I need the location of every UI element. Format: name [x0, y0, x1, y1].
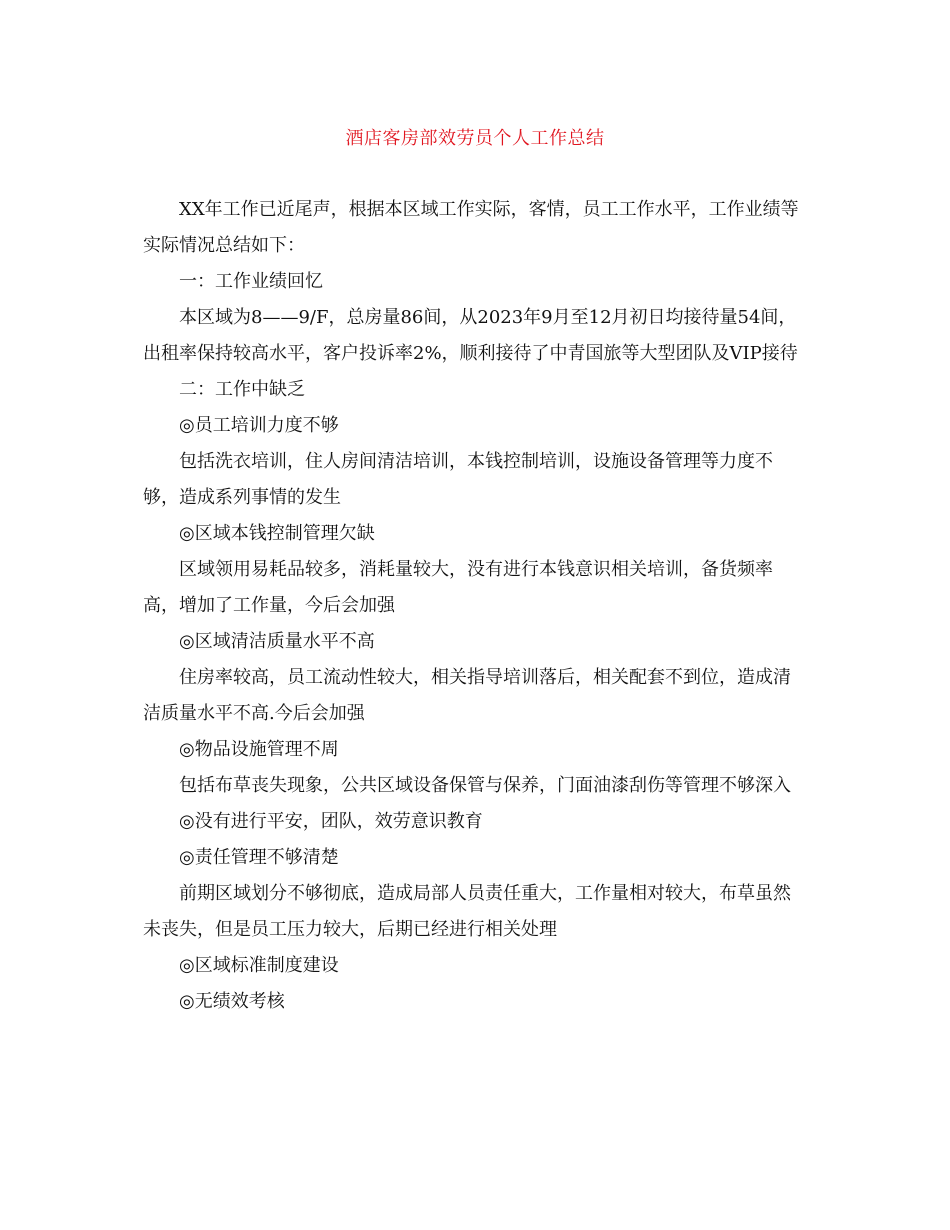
section-heading-shortcomings: 二：工作中缺乏 [179, 379, 305, 400]
paragraph-training: 包括洗衣培训，住人房间清洁培训，本钱控制培训，设施设备管理等力度不够，造成系列事情的发生 [143, 451, 773, 508]
document-body [143, 192, 803, 1020]
paragraph-facility-management: 包括布草丧失现象，公共区域设备保管与保养，门面油漆刮伤等管理不够深入 [179, 775, 791, 796]
paragraph-cleaning-quality: 住房率较高，员工流动性较大，相关指导培训落后，相关配套不到位，造成清洁质量水平不高.今后会加强 [143, 667, 791, 724]
bullet-heading-facility-management: ◎物品设施管理不周 [179, 739, 339, 760]
document-title: 酒店客房部效劳员个人工作总结 [345, 128, 605, 149]
bullet-heading-cleaning-quality: ◎区域清洁质量水平不高 [179, 631, 375, 652]
paragraph-intro: XX年工作已近尾声，根据本区域工作实际，客情，员工工作水平，工作业绩等实际情况总结如下： [143, 199, 799, 256]
bullet-heading-standards: ◎区域标准制度建设 [179, 955, 339, 976]
bullet-heading-performance-review: ◎无绩效考核 [179, 991, 285, 1012]
section-heading-performance: 一：工作业绩回忆 [179, 271, 323, 292]
bullet-heading-responsibility: ◎责任管理不够清楚 [179, 847, 339, 868]
paragraph-performance: 本区域为8——9/F，总房量86间，从2023年9月至12月初日均接待量54间，出租率保持较高水平，客户投诉率2%，顺利接待了中青国旅等大型团队及VIP接待 [143, 307, 798, 364]
bullet-heading-safety-education: ◎没有进行平安，团队，效劳意识教育 [179, 811, 483, 832]
paragraph-cost-control: 区域领用易耗品较多，消耗量较大，没有进行本钱意识相关培训，备货频率高，增加了工作量，今后会加强 [143, 559, 773, 616]
bullet-heading-cost-control: ◎区域本钱控制管理欠缺 [179, 523, 375, 544]
paragraph-responsibility: 前期区域划分不够彻底，造成局部人员责任重大，工作量相对较大，布草虽然未丧失，但是员工压力较大，后期已经进行相关处理 [143, 883, 791, 940]
bullet-heading-training: ◎员工培训力度不够 [179, 415, 339, 436]
